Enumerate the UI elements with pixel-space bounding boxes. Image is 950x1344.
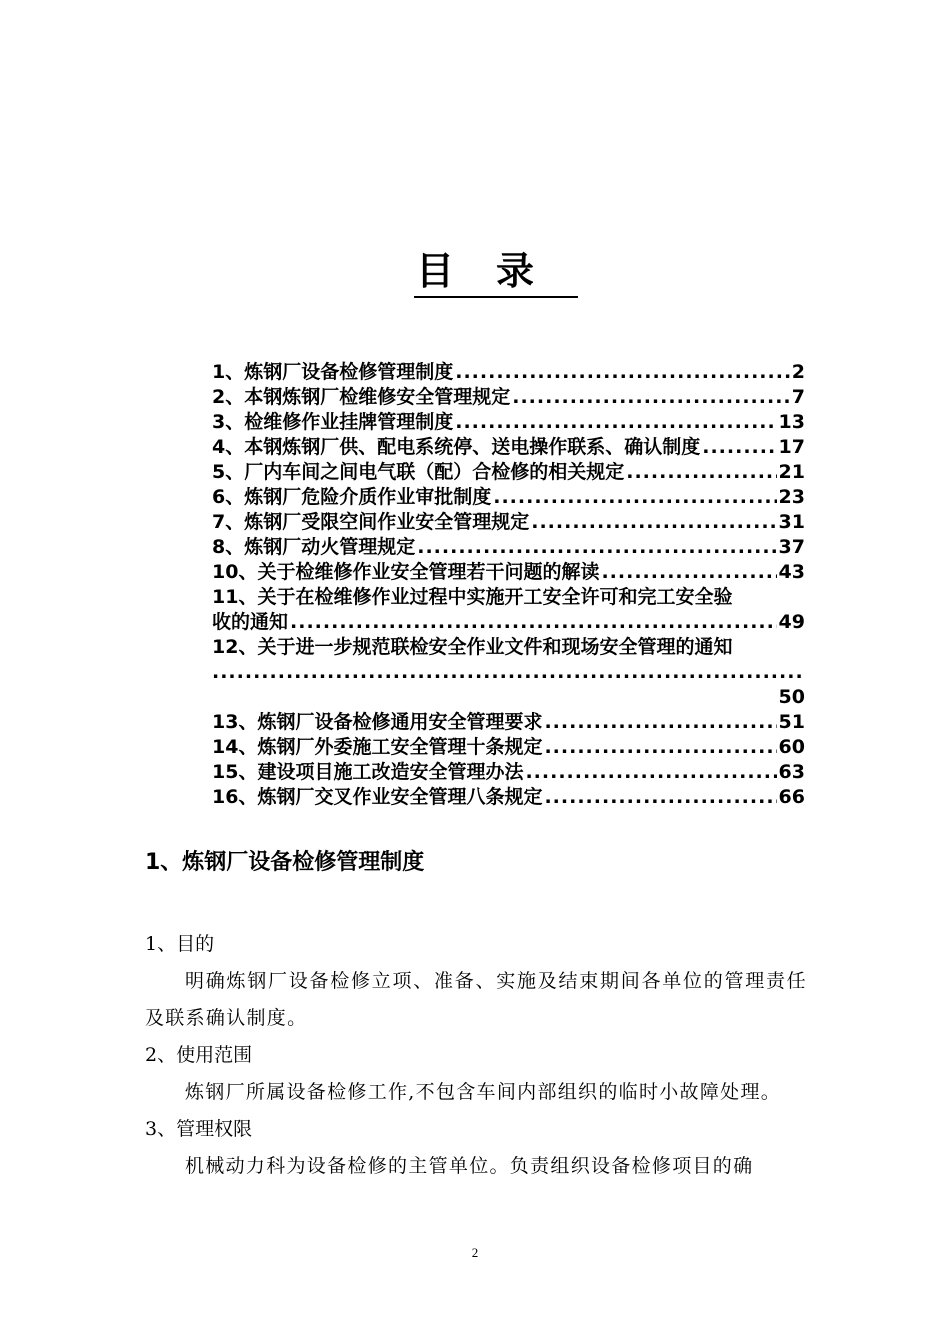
item-text-scope: 炼钢厂所属设备检修工作,不包含车间内部组织的临时小故障处理。 bbox=[185, 1081, 782, 1103]
toc-entry-page: 50 bbox=[778, 686, 805, 708]
toc-entry-label: 3、检维修作业挂牌管理制度 bbox=[212, 411, 454, 433]
toc-entry[interactable] bbox=[212, 785, 805, 810]
toc-entry-page-line[interactable] bbox=[212, 685, 805, 710]
toc-entry-label: 6、炼钢厂危险介质作业审批制度 bbox=[212, 486, 492, 508]
toc-leader bbox=[702, 435, 776, 460]
toc-entry[interactable] bbox=[212, 760, 805, 785]
toc-entry-page: 63 bbox=[778, 761, 805, 783]
section-heading: 1、炼钢厂设备检修管理制度 bbox=[145, 850, 425, 875]
toc-entry[interactable] bbox=[212, 510, 805, 535]
toc-entry-label: 收的通知 bbox=[212, 611, 289, 633]
toc-entry-page: 60 bbox=[778, 736, 805, 758]
toc-entry-page: 21 bbox=[778, 461, 805, 483]
toc-leader bbox=[544, 710, 776, 735]
toc-entry-page: 2 bbox=[791, 361, 805, 383]
toc-entry-page: 37 bbox=[778, 536, 805, 558]
toc-entry-line1[interactable] bbox=[212, 585, 805, 610]
toc-entry-page: 51 bbox=[778, 711, 805, 733]
toc-entry-label: 12、关于进一步规范联检安全作业文件和现场安全管理的通知 bbox=[212, 636, 733, 658]
toc-leader bbox=[601, 560, 776, 585]
toc-leader bbox=[290, 610, 777, 635]
toc-entry[interactable] bbox=[212, 385, 805, 410]
toc-entry-page: 17 bbox=[778, 436, 805, 458]
toc-entry-label: 14、炼钢厂外委施工安全管理十条规定 bbox=[212, 736, 543, 758]
toc-entry-leader-line[interactable] bbox=[212, 660, 805, 685]
toc-entry[interactable] bbox=[212, 560, 805, 585]
item-heading-purpose: 1、目的 bbox=[145, 933, 215, 955]
toc-entry-page: 66 bbox=[778, 786, 805, 808]
toc-entry[interactable] bbox=[212, 735, 805, 760]
item-heading-authority: 3、管理权限 bbox=[145, 1118, 253, 1140]
item-text-purpose: 明确炼钢厂设备检修立项、准备、实施及结束期间各单位的管理责任及联系确认制度。 bbox=[145, 970, 807, 1029]
toc-entry-label: 1、炼钢厂设备检修管理制度 bbox=[212, 361, 454, 383]
toc-entry[interactable] bbox=[212, 485, 805, 510]
toc-leader bbox=[525, 760, 776, 785]
toc-entry-label: 2、本钢炼钢厂检维修安全管理规定 bbox=[212, 386, 511, 408]
toc-entry-label: 11、关于在检维修作业过程中实施开工安全许可和完工安全验 bbox=[212, 586, 733, 608]
toc-entry-line2[interactable] bbox=[212, 610, 805, 635]
toc-entry-label: 5、厂内车间之间电气联（配）合检修的相关规定 bbox=[212, 461, 625, 483]
section-body bbox=[145, 926, 807, 1185]
toc-entry-page: 23 bbox=[778, 486, 805, 508]
item-heading-scope: 2、使用范围 bbox=[145, 1044, 253, 1066]
toc-entry-label: 10、关于检维修作业安全管理若干问题的解读 bbox=[212, 561, 600, 583]
toc-leader bbox=[417, 535, 776, 560]
toc-leader bbox=[544, 735, 776, 760]
toc-entry-page: 31 bbox=[778, 511, 805, 533]
page-number: 2 bbox=[471, 1245, 479, 1260]
toc-entry[interactable] bbox=[212, 710, 805, 735]
toc-entry[interactable] bbox=[212, 535, 805, 560]
toc-entry-line1[interactable] bbox=[212, 635, 805, 660]
toc-entry-page: 49 bbox=[778, 611, 805, 633]
toc-leader bbox=[455, 360, 790, 385]
toc-leader bbox=[512, 385, 790, 410]
toc-entry-label: 15、建设项目施工改造安全管理办法 bbox=[212, 761, 524, 783]
toc-leader bbox=[531, 510, 776, 535]
toc-leader bbox=[455, 410, 776, 435]
toc-entry[interactable] bbox=[212, 460, 805, 485]
toc-entry-label: 16、炼钢厂交叉作业安全管理八条规定 bbox=[212, 786, 543, 808]
toc-entry[interactable] bbox=[212, 435, 805, 460]
toc-entry[interactable] bbox=[212, 360, 805, 385]
toc-leader bbox=[212, 660, 805, 685]
toc-leader bbox=[544, 785, 776, 810]
item-text-authority: 机械动力科为设备检修的主管单位。负责组织设备检修项目的确 bbox=[185, 1155, 754, 1177]
toc-entry-label: 7、炼钢厂受限空间作业安全管理规定 bbox=[212, 511, 530, 533]
toc-entry-page: 7 bbox=[791, 386, 805, 408]
toc-entry-label: 4、本钢炼钢厂供、配电系统停、送电操作联系、确认制度 bbox=[212, 436, 701, 458]
toc-entry-page: 43 bbox=[778, 561, 805, 583]
toc-entry-label: 8、炼钢厂动火管理规定 bbox=[212, 536, 416, 558]
toc-title bbox=[0, 248, 950, 298]
toc-entry-page: 13 bbox=[778, 411, 805, 433]
toc-leader bbox=[493, 485, 776, 510]
toc-title-text: 目录 bbox=[414, 248, 578, 298]
table-of-contents bbox=[212, 360, 805, 810]
toc-entry[interactable] bbox=[212, 410, 805, 435]
toc-leader bbox=[626, 460, 776, 485]
toc-entry-label: 13、炼钢厂设备检修通用安全管理要求 bbox=[212, 711, 543, 733]
